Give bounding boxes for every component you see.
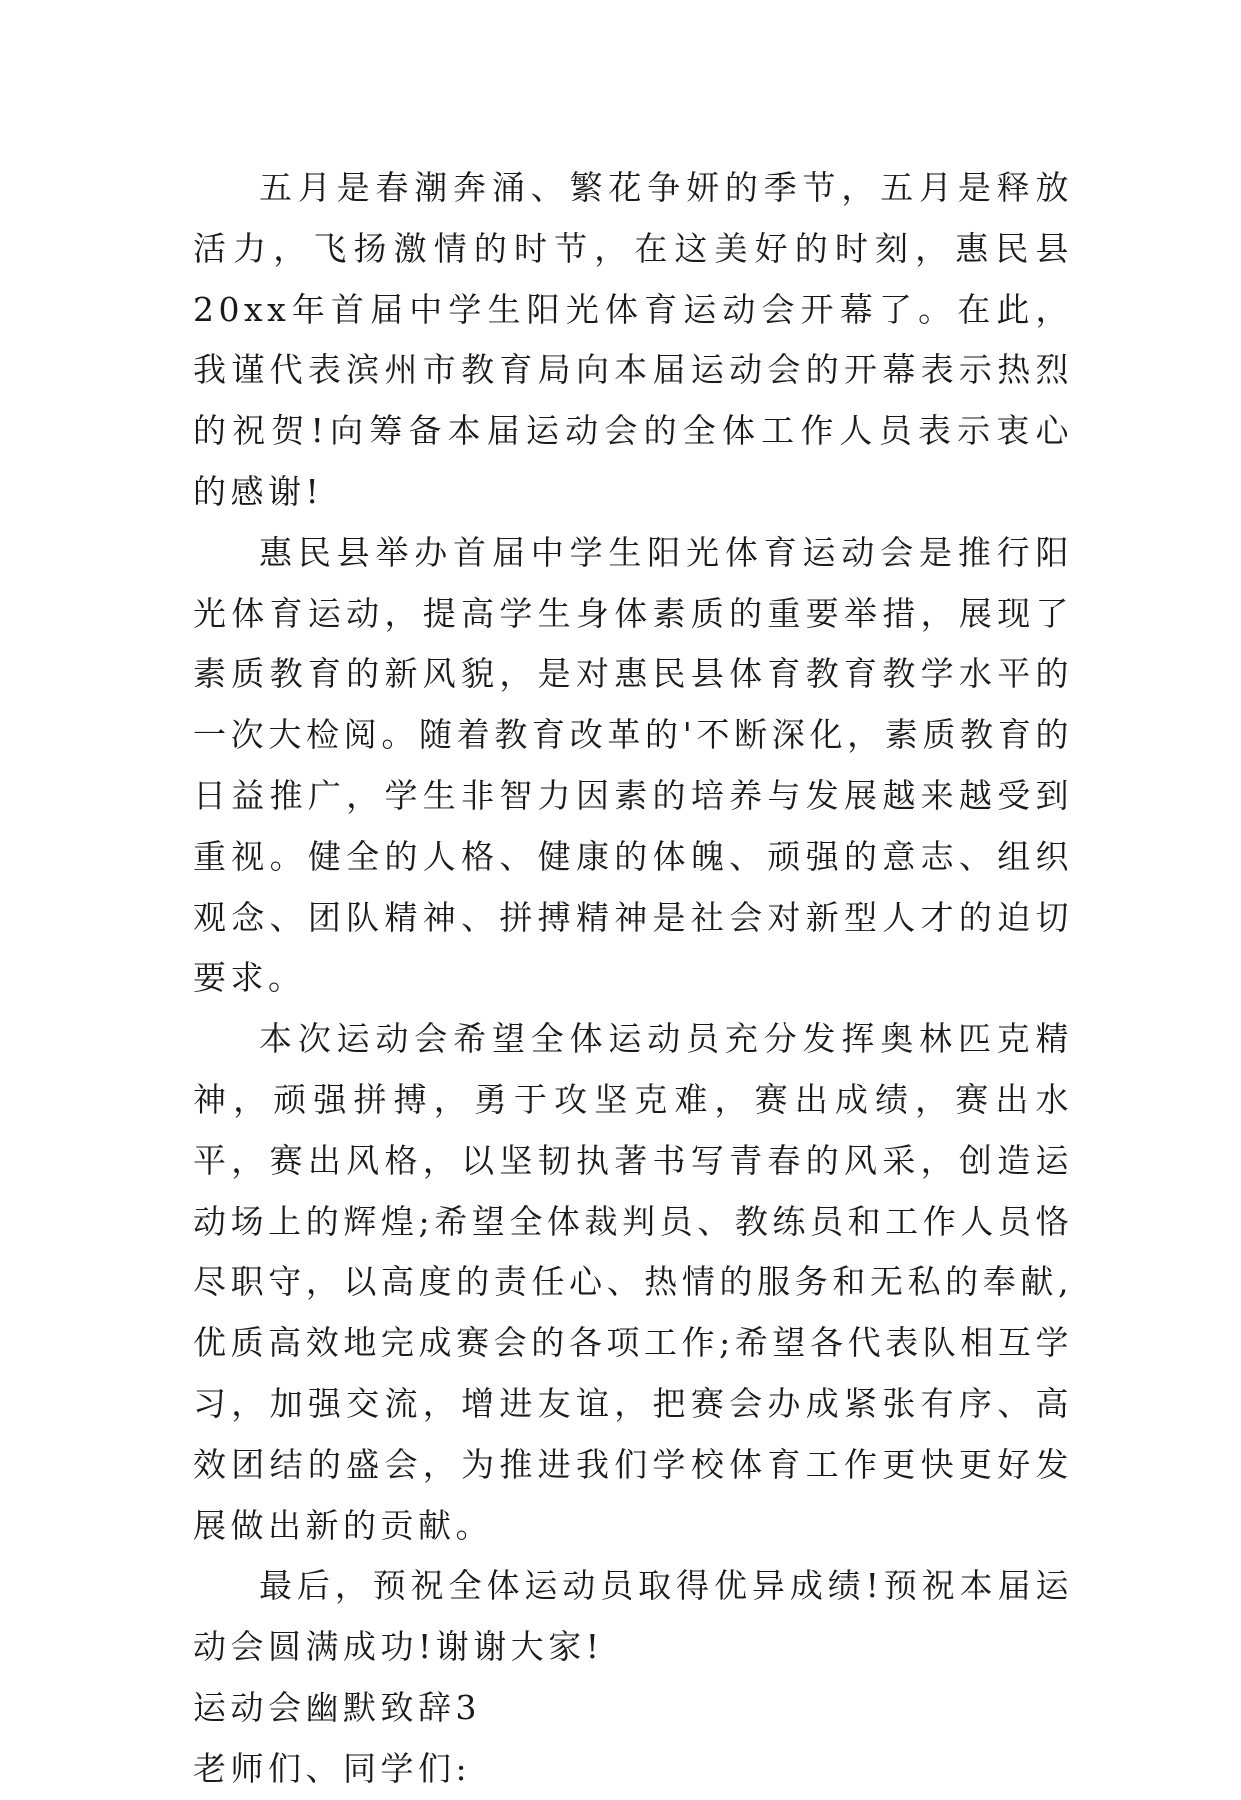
paragraph-hopes: 本次运动会希望全体运动员充分发挥奥林匹克精神，顽强拼搏，勇于攻坚克难，赛出成绩，赛出水平，赛出风格，以坚韧执著书写青春的风采，创造运动场上的辉煌;希望全体裁判员、教练员和工作人员恪尽职守，以高度的责任心、热情的服务和无私的奉献,优质高效地完成赛会的各项工作;希望各代表队相互学习，加强交流，增进友谊，把赛会办成紧张有序、高效团结的盛会，为推进我们学校体育工作更快更好发展做出新的贡献。 bbox=[193, 1019, 1073, 1545]
section-title: 运动会幽默致辞3 bbox=[193, 1687, 481, 1727]
paragraph-opening: 五月是春潮奔涌、繁花争妍的季节，五月是释放活力，飞扬激情的时节，在这美好的时刻，惠民县20xx年首届中学生阳光体育运动会开幕了。在此，我谨代表滨州市教育局向本届运动会的开幕表示热烈的祝贺!向筹备本届运动会的全体工作人员表示衷心的感谢! bbox=[193, 168, 1073, 511]
paragraph-closing: 最后，预祝全体运动员取得优异成绩!预祝本届运动会圆满成功!谢谢大家! bbox=[193, 1566, 1073, 1667]
salutation: 老师们、同学们: bbox=[193, 1748, 472, 1788]
paragraph-significance: 惠民县举办首届中学生阳光体育运动会是推行阳光体育运动，提高学生身体素质的重要举措，展现了素质教育的新风貌，是对惠民县体育教育教学水平的一次大检阅。随着教育改革的'不断深化，素质教育的日益推广，学生非智力因素的培养与发展越来越受到重视。健全的人格、健康的体魄、顽强的意志、组织观念、团队精神、拼搏精神是社会对新型人才的迫切要求。 bbox=[193, 532, 1073, 998]
document-body bbox=[193, 158, 1073, 1800]
